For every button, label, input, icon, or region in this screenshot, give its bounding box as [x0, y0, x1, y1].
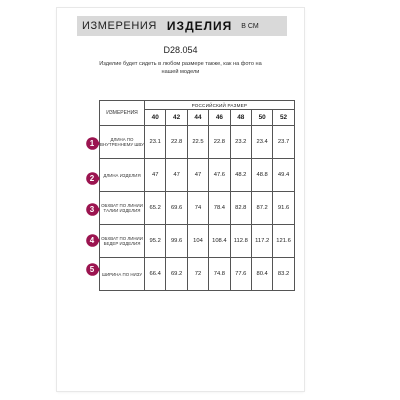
- measurement-value: 69.6: [166, 192, 187, 225]
- measurement-label: ДЛИНА ИЗДЕЛИЯ: [100, 159, 145, 192]
- measurement-value: 22.5: [187, 126, 208, 159]
- size-header: 46: [209, 110, 230, 126]
- measurement-label: ОБХВАТ ПО ЛИНИИ БЕДЕР ИЗДЕЛИЯ: [100, 225, 145, 258]
- measurement-value: 22.8: [166, 126, 187, 159]
- size-header: 40: [145, 110, 166, 126]
- row-number-badge: [86, 234, 99, 247]
- measurement-value: 22.8: [209, 126, 230, 159]
- measurement-value: 74.8: [209, 258, 230, 291]
- size-header: 42: [166, 110, 187, 126]
- measurement-value: 117.2: [251, 225, 272, 258]
- measurement-value: 65.2: [145, 192, 166, 225]
- row-number: 1: [89, 139, 95, 148]
- row-number-badge: [86, 263, 99, 276]
- measurement-value: 121.6: [273, 225, 294, 258]
- size-chart-sheet: [57, 8, 304, 391]
- model-code: D28.054: [163, 45, 198, 55]
- table-row: [100, 225, 295, 258]
- row-number-badge: [86, 203, 99, 216]
- measurement-value: 104: [187, 225, 208, 258]
- measurement-value: 47: [145, 159, 166, 192]
- size-table: [99, 100, 295, 291]
- title-garment: ИЗДЕЛИЯ: [166, 19, 233, 33]
- measurement-value: 23.1: [145, 126, 166, 159]
- fit-note: Изделие будет сидеть в любом размере также, как на фото на нашей модели: [99, 61, 262, 75]
- measurement-value: 80.4: [251, 258, 272, 291]
- row-number: 2: [89, 174, 95, 183]
- size-header: 48: [230, 110, 251, 126]
- row-number-badge: [86, 137, 99, 150]
- measurement-label: ОБХВАТ ПО ЛИНИИ ТАЛИИ ИЗДЕЛИЯ: [100, 192, 145, 225]
- measurement-value: 72: [187, 258, 208, 291]
- measurement-value: 69.2: [166, 258, 187, 291]
- measurement-value: 74: [187, 192, 208, 225]
- measurement-value: 23.4: [251, 126, 272, 159]
- title-measurements: ИЗМЕРЕНИЯ: [82, 20, 157, 32]
- table-row: [100, 159, 295, 192]
- measurement-label: ШИРИНА ПО НИЗУ: [100, 258, 145, 291]
- row-number: 4: [89, 236, 95, 245]
- table-row: [100, 126, 295, 159]
- size-header: 44: [187, 110, 208, 126]
- table-row: [100, 192, 295, 225]
- size-header: 52: [273, 110, 294, 126]
- measurement-value: 66.4: [145, 258, 166, 291]
- measurement-value: 48.8: [251, 159, 272, 192]
- measurement-value: 47.6: [209, 159, 230, 192]
- measurement-value: 49.4: [273, 159, 294, 192]
- row-number: 5: [89, 265, 95, 274]
- size-header: 50: [251, 110, 272, 126]
- table-corner-label: ИЗМЕРЕНИЯ: [100, 101, 145, 126]
- measurement-value: 48.2: [230, 159, 251, 192]
- measurement-value: 78.4: [209, 192, 230, 225]
- measurement-value: 87.2: [251, 192, 272, 225]
- title-bar: [77, 16, 287, 36]
- measurement-value: 99.6: [166, 225, 187, 258]
- row-number: 3: [89, 205, 95, 214]
- measurement-value: 108.4: [209, 225, 230, 258]
- title-unit: В СМ: [241, 22, 259, 30]
- size-caption: РОССИЙСКИЙ РАЗМЕР: [145, 101, 295, 110]
- measurement-label: ДЛИНА ПО ВНУТРЕННЕМУ ШВУ: [100, 126, 145, 159]
- measurement-value: 23.2: [230, 126, 251, 159]
- measurement-value: 95.2: [145, 225, 166, 258]
- measurement-value: 77.6: [230, 258, 251, 291]
- measurement-value: 47: [166, 159, 187, 192]
- measurement-value: 91.6: [273, 192, 294, 225]
- measurement-value: 23.7: [273, 126, 294, 159]
- measurement-value: 82.8: [230, 192, 251, 225]
- measurement-value: 47: [187, 159, 208, 192]
- measurement-value: 112.8: [230, 225, 251, 258]
- row-number-badge: [86, 172, 99, 185]
- measurement-value: 83.2: [273, 258, 294, 291]
- table-row: [100, 258, 295, 291]
